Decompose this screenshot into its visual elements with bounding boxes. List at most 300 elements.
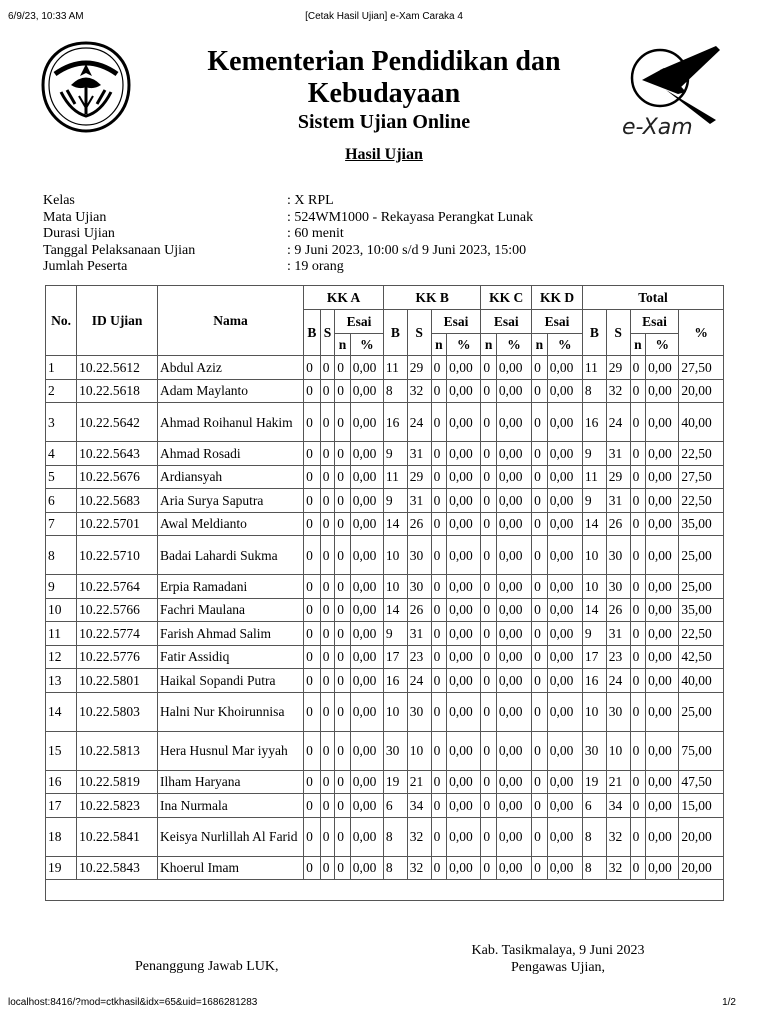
cell-t-s: 26 (606, 512, 630, 536)
cell-no: 16 (46, 770, 77, 794)
cell-d-p: 0,00 (547, 669, 582, 693)
cell-nama: Badai Lahardi Sukma (157, 536, 303, 575)
cell-b-p: 0,00 (447, 536, 481, 575)
cell-c-n: 0 (481, 794, 497, 818)
cell-a-n: 0 (335, 622, 351, 646)
cell-b-b: 9 (383, 622, 407, 646)
info-kelas (43, 193, 533, 210)
cell-a-n: 0 (335, 645, 351, 669)
footer-place-date: Kab. Tasikmalaya, 9 Juni 2023 (471, 943, 645, 958)
cell-id: 10.22.5813 (77, 731, 158, 770)
cell-b-b: 16 (383, 669, 407, 693)
cell-no: 9 (46, 575, 77, 599)
col-pct: % (646, 334, 679, 356)
cell-pct: 15,00 (679, 794, 724, 818)
cell-t-p: 0,00 (646, 794, 679, 818)
cell-pct: 25,00 (679, 575, 724, 599)
table-row (46, 669, 724, 693)
cell-no: 7 (46, 512, 77, 536)
table-row (46, 512, 724, 536)
cell-a-b: 0 (304, 465, 321, 489)
col-esai: Esai (532, 310, 583, 334)
cell-b-n: 0 (431, 794, 447, 818)
cell-t-p: 0,00 (646, 489, 679, 513)
cell-d-n: 0 (532, 856, 548, 880)
cell-a-n: 0 (335, 794, 351, 818)
cell-c-n: 0 (481, 669, 497, 693)
table-row (46, 770, 724, 794)
col-no: No. (46, 286, 77, 356)
col-b: B (304, 310, 321, 356)
cell-c-n: 0 (481, 731, 497, 770)
cell-t-p: 0,00 (646, 622, 679, 646)
cell-t-n: 0 (630, 512, 646, 536)
cell-c-p: 0,00 (496, 770, 531, 794)
cell-t-n: 0 (630, 794, 646, 818)
col-kk-c: KK C (481, 286, 532, 310)
cell-b-b: 11 (383, 356, 407, 380)
cell-b-s: 26 (407, 512, 431, 536)
cell-d-n: 0 (532, 794, 548, 818)
table-row (46, 403, 724, 442)
table-row (46, 692, 724, 731)
empty-cell (46, 880, 724, 901)
cell-c-p: 0,00 (496, 856, 531, 880)
cell-b-n: 0 (431, 403, 447, 442)
cell-d-p: 0,00 (547, 465, 582, 489)
cell-b-s: 26 (407, 598, 431, 622)
col-esai: Esai (335, 310, 384, 334)
cell-c-p: 0,00 (496, 403, 531, 442)
info-label: Kelas (43, 193, 75, 208)
cell-c-n: 0 (481, 465, 497, 489)
cell-c-p: 0,00 (496, 512, 531, 536)
cell-no: 3 (46, 403, 77, 442)
cell-id: 10.22.5612 (77, 356, 158, 380)
table-row (46, 465, 724, 489)
cell-b-n: 0 (431, 817, 447, 856)
cell-a-p: 0,00 (350, 489, 383, 513)
ministry-title: Kementerian Pendidikan dan Kebudayaan (207, 46, 561, 109)
cell-b-s: 30 (407, 536, 431, 575)
cell-a-p: 0,00 (350, 575, 383, 599)
cell-t-n: 0 (630, 598, 646, 622)
cell-no: 11 (46, 622, 77, 646)
cell-b-s: 23 (407, 645, 431, 669)
cell-t-s: 30 (606, 575, 630, 599)
cell-b-p: 0,00 (447, 465, 481, 489)
cell-b-n: 0 (431, 669, 447, 693)
cell-a-p: 0,00 (350, 403, 383, 442)
cell-no: 15 (46, 731, 77, 770)
cell-t-s: 30 (606, 692, 630, 731)
cell-b-s: 21 (407, 770, 431, 794)
cell-d-p: 0,00 (547, 731, 582, 770)
col-kk-b: KK B (383, 286, 480, 310)
col-pct: % (447, 334, 481, 356)
cell-c-p: 0,00 (496, 817, 531, 856)
cell-a-n: 0 (335, 731, 351, 770)
cell-a-s: 0 (320, 817, 335, 856)
cell-a-p: 0,00 (350, 442, 383, 466)
cell-c-n: 0 (481, 403, 497, 442)
cell-d-n: 0 (532, 442, 548, 466)
cell-t-n: 0 (630, 403, 646, 442)
col-pct: % (350, 334, 383, 356)
cell-b-s: 31 (407, 622, 431, 646)
results-table (45, 285, 724, 901)
cell-c-p: 0,00 (496, 536, 531, 575)
print-page-number: 1/2 (722, 997, 736, 1008)
cell-d-n: 0 (532, 692, 548, 731)
cell-d-n: 0 (532, 770, 548, 794)
cell-t-b: 8 (582, 856, 606, 880)
cell-nama: Abdul Aziz (157, 356, 303, 380)
cell-nama: Ahmad Roihanul Hakim (157, 403, 303, 442)
footer-penanggung-jawab: Penanggung Jawab LUK, (135, 959, 279, 974)
cell-t-b: 16 (582, 403, 606, 442)
col-kk-a: KK A (304, 286, 384, 310)
col-n: n (481, 334, 497, 356)
cell-pct: 25,00 (679, 536, 724, 575)
col-b: B (383, 310, 407, 356)
cell-a-p: 0,00 (350, 536, 383, 575)
cell-pct: 35,00 (679, 512, 724, 536)
cell-c-p: 0,00 (496, 731, 531, 770)
cell-c-p: 0,00 (496, 575, 531, 599)
col-n: n (431, 334, 447, 356)
cell-a-n: 0 (335, 512, 351, 536)
cell-b-b: 14 (383, 512, 407, 536)
table-footer-row (46, 880, 724, 901)
svg-text:e-Xam: e-Xam (622, 115, 693, 138)
cell-b-p: 0,00 (447, 770, 481, 794)
cell-a-p: 0,00 (350, 598, 383, 622)
cell-d-n: 0 (532, 356, 548, 380)
cell-b-n: 0 (431, 465, 447, 489)
cell-a-p: 0,00 (350, 692, 383, 731)
cell-c-n: 0 (481, 536, 497, 575)
cell-a-n: 0 (335, 379, 351, 403)
cell-b-p: 0,00 (447, 669, 481, 693)
cell-d-n: 0 (532, 403, 548, 442)
cell-t-n: 0 (630, 817, 646, 856)
cell-a-s: 0 (320, 669, 335, 693)
cell-t-s: 32 (606, 379, 630, 403)
cell-t-n: 0 (630, 575, 646, 599)
cell-b-p: 0,00 (447, 442, 481, 466)
system-title: Sistem Ujian Online (297, 111, 471, 133)
cell-a-b: 0 (304, 356, 321, 380)
cell-a-s: 0 (320, 692, 335, 731)
cell-nama: Fatir Assidiq (157, 645, 303, 669)
cell-d-n: 0 (532, 575, 548, 599)
cell-no: 18 (46, 817, 77, 856)
cell-a-s: 0 (320, 379, 335, 403)
cell-a-n: 0 (335, 817, 351, 856)
cell-a-s: 0 (320, 770, 335, 794)
cell-c-p: 0,00 (496, 442, 531, 466)
cell-a-b: 0 (304, 669, 321, 693)
cell-t-p: 0,00 (646, 465, 679, 489)
cell-t-n: 0 (630, 692, 646, 731)
info-jumlah-peserta (43, 259, 533, 276)
cell-id: 10.22.5803 (77, 692, 158, 731)
cell-b-b: 10 (383, 692, 407, 731)
cell-d-n: 0 (532, 622, 548, 646)
cell-id: 10.22.5643 (77, 442, 158, 466)
cell-t-b: 8 (582, 817, 606, 856)
cell-t-s: 21 (606, 770, 630, 794)
col-s: S (606, 310, 630, 356)
table-row (46, 794, 724, 818)
cell-pct: 35,00 (679, 598, 724, 622)
cell-pct: 42,50 (679, 645, 724, 669)
cell-a-n: 0 (335, 465, 351, 489)
cell-d-n: 0 (532, 512, 548, 536)
cell-a-s: 0 (320, 575, 335, 599)
col-s: S (320, 310, 335, 356)
cell-c-n: 0 (481, 442, 497, 466)
cell-b-b: 8 (383, 817, 407, 856)
cell-t-b: 17 (582, 645, 606, 669)
cell-a-b: 0 (304, 622, 321, 646)
cell-b-b: 9 (383, 489, 407, 513)
document-title: Hasil Ujian (345, 146, 423, 163)
cell-t-n: 0 (630, 770, 646, 794)
cell-a-p: 0,00 (350, 465, 383, 489)
cell-b-p: 0,00 (447, 622, 481, 646)
cell-t-b: 6 (582, 794, 606, 818)
cell-t-b: 10 (582, 536, 606, 575)
cell-b-b: 8 (383, 856, 407, 880)
cell-t-p: 0,00 (646, 645, 679, 669)
cell-nama: Halni Nur Khoirunnisa (157, 692, 303, 731)
cell-t-p: 0,00 (646, 731, 679, 770)
cell-b-p: 0,00 (447, 489, 481, 513)
cell-a-n: 0 (335, 692, 351, 731)
cell-b-n: 0 (431, 622, 447, 646)
cell-t-p: 0,00 (646, 575, 679, 599)
cell-b-b: 8 (383, 379, 407, 403)
cell-t-s: 30 (606, 536, 630, 575)
cell-pct: 27,50 (679, 356, 724, 380)
cell-a-s: 0 (320, 442, 335, 466)
col-s: S (407, 310, 431, 356)
cell-t-s: 32 (606, 817, 630, 856)
cell-d-p: 0,00 (547, 645, 582, 669)
cell-b-s: 34 (407, 794, 431, 818)
cell-t-b: 10 (582, 692, 606, 731)
cell-nama: Aria Surya Saputra (157, 489, 303, 513)
cell-t-b: 14 (582, 598, 606, 622)
table-row (46, 645, 724, 669)
cell-a-b: 0 (304, 442, 321, 466)
cell-b-p: 0,00 (447, 856, 481, 880)
cell-id: 10.22.5683 (77, 489, 158, 513)
cell-no: 19 (46, 856, 77, 880)
cell-a-b: 0 (304, 403, 321, 442)
cell-c-p: 0,00 (496, 598, 531, 622)
cell-t-s: 24 (606, 403, 630, 442)
cell-a-n: 0 (335, 403, 351, 442)
info-label: Jumlah Peserta (43, 259, 128, 274)
cell-pct: 47,50 (679, 770, 724, 794)
cell-c-p: 0,00 (496, 489, 531, 513)
cell-c-n: 0 (481, 512, 497, 536)
col-nama: Nama (157, 286, 303, 356)
cell-a-b: 0 (304, 489, 321, 513)
cell-b-p: 0,00 (447, 403, 481, 442)
cell-b-s: 30 (407, 692, 431, 731)
cell-id: 10.22.5701 (77, 512, 158, 536)
cell-c-n: 0 (481, 622, 497, 646)
cell-b-b: 30 (383, 731, 407, 770)
cell-b-p: 0,00 (447, 645, 481, 669)
cell-a-b: 0 (304, 794, 321, 818)
cell-d-n: 0 (532, 536, 548, 575)
col-esai: Esai (431, 310, 481, 334)
cell-a-s: 0 (320, 794, 335, 818)
cell-t-b: 11 (582, 356, 606, 380)
col-esai: Esai (630, 310, 679, 334)
cell-no: 14 (46, 692, 77, 731)
col-id-ujian: ID Ujian (77, 286, 158, 356)
cell-b-b: 9 (383, 442, 407, 466)
cell-a-b: 0 (304, 692, 321, 731)
cell-a-s: 0 (320, 356, 335, 380)
col-pct: % (496, 334, 531, 356)
cell-id: 10.22.5843 (77, 856, 158, 880)
info-value: : 60 menit (287, 226, 344, 241)
cell-t-p: 0,00 (646, 817, 679, 856)
cell-t-s: 29 (606, 465, 630, 489)
cell-d-n: 0 (532, 645, 548, 669)
cell-pct: 40,00 (679, 403, 724, 442)
cell-c-n: 0 (481, 598, 497, 622)
cell-c-p: 0,00 (496, 379, 531, 403)
cell-t-p: 0,00 (646, 379, 679, 403)
cell-a-b: 0 (304, 598, 321, 622)
cell-t-s: 23 (606, 645, 630, 669)
cell-b-n: 0 (431, 442, 447, 466)
cell-t-p: 0,00 (646, 598, 679, 622)
cell-b-p: 0,00 (447, 731, 481, 770)
cell-a-n: 0 (335, 770, 351, 794)
cell-t-b: 19 (582, 770, 606, 794)
cell-t-b: 14 (582, 512, 606, 536)
col-n: n (532, 334, 548, 356)
cell-no: 6 (46, 489, 77, 513)
cell-b-b: 11 (383, 465, 407, 489)
cell-d-p: 0,00 (547, 817, 582, 856)
col-esai: Esai (481, 310, 532, 334)
cell-b-s: 29 (407, 465, 431, 489)
cell-pct: 22,50 (679, 489, 724, 513)
cell-c-n: 0 (481, 692, 497, 731)
cell-a-n: 0 (335, 356, 351, 380)
cell-b-s: 32 (407, 379, 431, 403)
cell-b-p: 0,00 (447, 356, 481, 380)
cell-a-p: 0,00 (350, 622, 383, 646)
cell-c-p: 0,00 (496, 356, 531, 380)
cell-d-n: 0 (532, 598, 548, 622)
cell-b-b: 6 (383, 794, 407, 818)
cell-a-s: 0 (320, 489, 335, 513)
cell-b-p: 0,00 (447, 817, 481, 856)
cell-a-n: 0 (335, 575, 351, 599)
table-row (46, 442, 724, 466)
cell-t-s: 31 (606, 622, 630, 646)
cell-d-n: 0 (532, 489, 548, 513)
cell-d-n: 0 (532, 669, 548, 693)
cell-t-n: 0 (630, 442, 646, 466)
cell-c-p: 0,00 (496, 622, 531, 646)
cell-t-n: 0 (630, 856, 646, 880)
cell-pct: 22,50 (679, 622, 724, 646)
cell-b-n: 0 (431, 731, 447, 770)
table-row (46, 817, 724, 856)
cell-d-p: 0,00 (547, 622, 582, 646)
cell-id: 10.22.5819 (77, 770, 158, 794)
cell-d-p: 0,00 (547, 536, 582, 575)
cell-a-s: 0 (320, 856, 335, 880)
cell-d-p: 0,00 (547, 442, 582, 466)
cell-no: 1 (46, 356, 77, 380)
cell-id: 10.22.5764 (77, 575, 158, 599)
footer-role: Pengawas Ujian, (510, 960, 606, 975)
cell-no: 17 (46, 794, 77, 818)
cell-c-p: 0,00 (496, 645, 531, 669)
cell-t-b: 30 (582, 731, 606, 770)
cell-id: 10.22.5642 (77, 403, 158, 442)
cell-a-b: 0 (304, 512, 321, 536)
cell-c-n: 0 (481, 356, 497, 380)
cell-a-n: 0 (335, 856, 351, 880)
cell-b-b: 19 (383, 770, 407, 794)
cell-b-s: 24 (407, 669, 431, 693)
cell-no: 4 (46, 442, 77, 466)
cell-c-n: 0 (481, 770, 497, 794)
cell-t-n: 0 (630, 356, 646, 380)
cell-pct: 25,00 (679, 692, 724, 731)
cell-b-s: 10 (407, 731, 431, 770)
cell-t-b: 9 (582, 489, 606, 513)
cell-c-n: 0 (481, 817, 497, 856)
print-page-title: [Cetak Hasil Ujian] e-Xam Caraka 4 (305, 11, 463, 22)
cell-c-n: 0 (481, 379, 497, 403)
cell-nama: Ina Nurmala (157, 794, 303, 818)
cell-b-n: 0 (431, 536, 447, 575)
cell-no: 5 (46, 465, 77, 489)
cell-id: 10.22.5774 (77, 622, 158, 646)
exam-info (43, 193, 533, 276)
cell-a-s: 0 (320, 598, 335, 622)
cell-d-p: 0,00 (547, 379, 582, 403)
cell-a-b: 0 (304, 856, 321, 880)
cell-t-s: 29 (606, 356, 630, 380)
cell-c-n: 0 (481, 489, 497, 513)
cell-d-p: 0,00 (547, 692, 582, 731)
cell-b-n: 0 (431, 356, 447, 380)
cell-b-b: 16 (383, 403, 407, 442)
cell-d-n: 0 (532, 731, 548, 770)
info-durasi (43, 226, 533, 243)
cell-a-p: 0,00 (350, 512, 383, 536)
cell-id: 10.22.5766 (77, 598, 158, 622)
cell-b-s: 32 (407, 856, 431, 880)
cell-t-b: 16 (582, 669, 606, 693)
